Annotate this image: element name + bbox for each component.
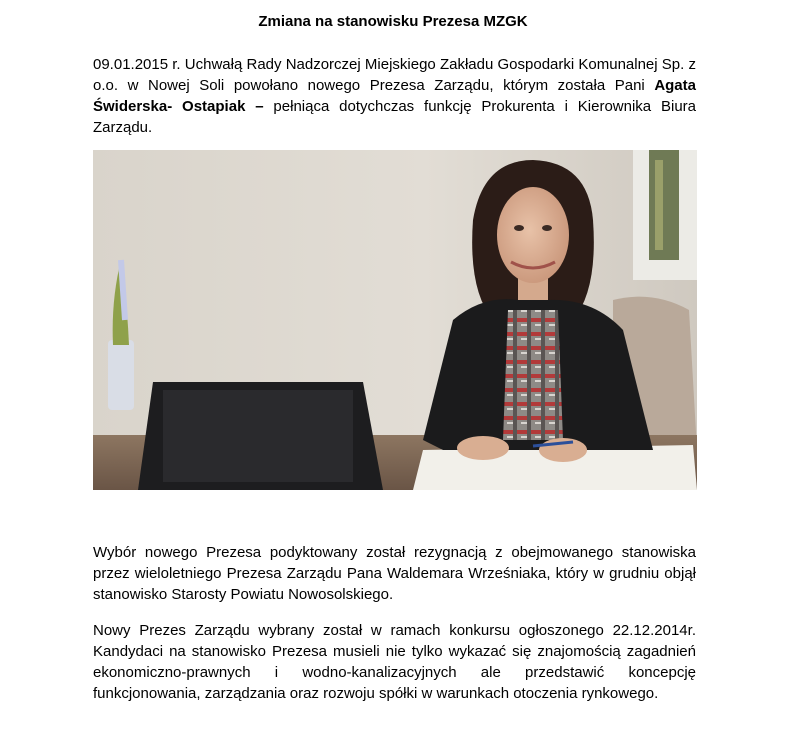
intro-text-end: pełniąca dotychczas funkcję Prokurenta i Kierownika Biura Zarządu. [93,98,696,136]
portrait-photo [93,150,697,490]
person-name: Agata Świderska- Ostapiak – [93,77,696,115]
resignation-paragraph: Wybór nowego Prezesa podyktowany został rezygnacją z obejmowanego stanowiska przez wieloletniego Prezesa Zarządu Pana Waldemara Wrześniaka, który w grudniu objął stanowisko Starosty Powiatu Nowosolskiego. [93,544,696,603]
intro-paragraph [93,54,696,138]
contest-paragraph: Nowy Prezes Zarządu wybrany został w ramach konkursu ogłoszonego 22.12.2014r. Kandydaci na stanowisko Prezesa musieli nie tylko wykazać się znajomością zagadnień ekonomiczno-prawnych i wodno-kanalizacyjnych ale przedstawić koncepcję funkcjonowania, zarządzania oraz rozwoju spółki w warunkach otoczenia rynkowego. [93,622,696,702]
intro-text-start: 09.01.2015 r. Uchwałą Rady Nadzorczej Miejskiego Zakładu Gospodarki Komunalnej Sp. z o.o. w Nowej Soli powołano nowego Prezesa Zarządu, którym została Pani [93,56,696,94]
article-title: Zmiana na stanowisku Prezesa MZGK [258,13,528,30]
